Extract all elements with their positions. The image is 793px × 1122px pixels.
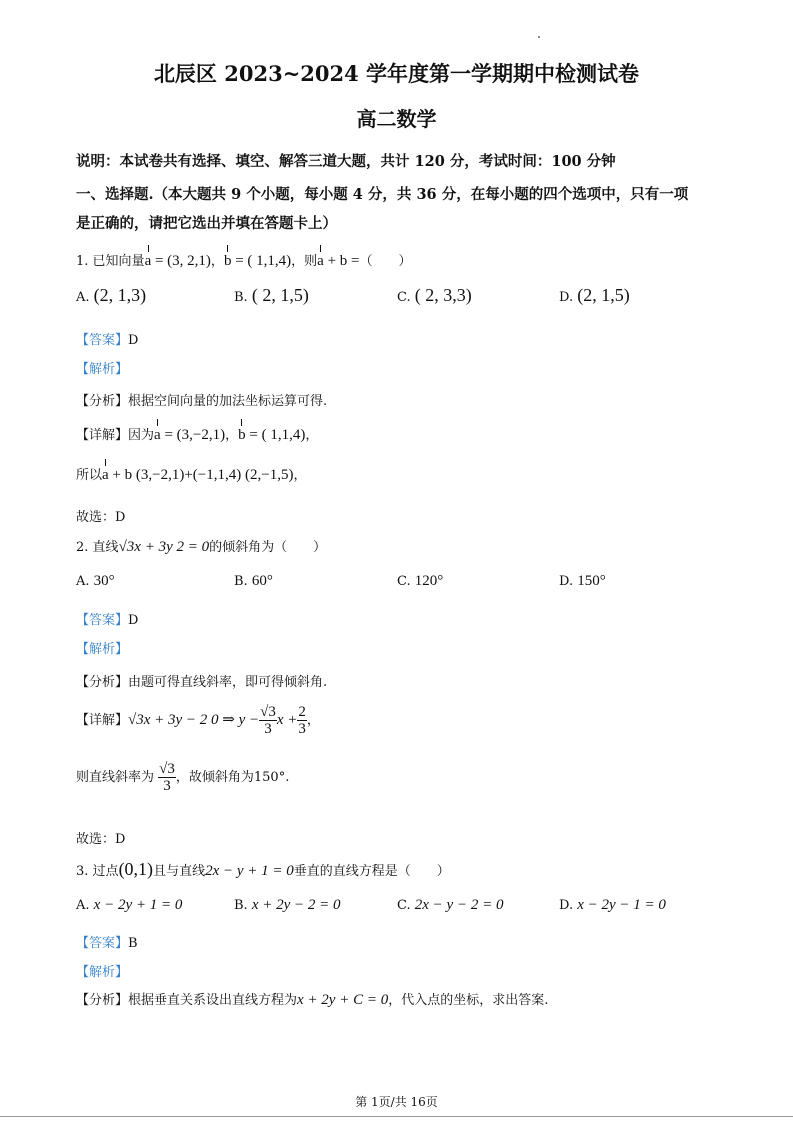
detail-mid: x + [276,712,298,728]
fenxi-text: 根据空间向量的加法坐标运算可得. [128,394,328,409]
q3-line-equation: 2x − y + 1 = 0 [205,863,294,879]
detail-expression: √3x + 3y − 2 0 ⇒ y − [128,712,260,728]
q1-analysis-label: 【解析】 [76,362,129,377]
q2-option-a [76,573,115,590]
choose-label: 故选： [76,510,116,525]
q3-option-b [234,897,341,914]
detail-vector-a: a = (3,−2,1) [154,427,226,443]
option-letter: B. [234,898,248,913]
q3-stem [76,859,450,880]
answer-label: 【答案】 [76,613,129,628]
q3-option-d [559,897,666,914]
q1-number: 1. [76,254,89,269]
option-value: 60° [251,573,273,589]
slope-suffix: ，故倾斜角为150°. [175,770,290,785]
q1-stem [76,250,412,270]
q1-vector-b: b = ( 1,1,4) [223,253,292,269]
so-expression: a + b (3,−2,1)+(−1,1,4) (2,−1,5) [102,467,294,483]
q2-analysis-label: 【解析】 [76,642,129,657]
q2-option-c [397,573,443,590]
option-value: 30° [93,573,115,589]
q1-option-d [559,285,630,306]
option-value: ( 2, 3,3) [414,285,472,305]
q1-option-c [397,285,472,306]
q3-stem-mid: 且与直线 [153,864,206,879]
option-letter: A. [76,898,90,913]
fenxi-text: 由题可得直线斜率，即可得倾斜角. [128,675,328,690]
q3-answer [76,932,138,951]
fraction-numerator: 2 [298,704,306,720]
q3-analysis-label: 【解析】 [76,965,129,980]
q1-choose [76,506,125,525]
q2-option-b [234,573,273,590]
option-letter: C. [397,290,411,305]
q3-option-c [397,897,503,914]
q2-fenxi [76,671,327,690]
option-value: 120° [414,573,444,589]
subject-title: 高二数学 [356,107,437,131]
bottom-rule [0,1116,793,1117]
fraction-denominator: 3 [163,778,171,794]
fraction-denominator: 3 [264,721,272,737]
answer-value: B [128,936,138,951]
q3-option-a [76,897,182,914]
option-value: x − 2y − 1 = 0 [577,897,666,913]
fenxi-prefix: 根据垂直关系设出直线方程为 [128,993,298,1008]
detail-tail: ， [305,428,319,443]
exam-title: 北辰区 2023~2024 学年度第一学期期中检测试卷 [153,61,640,86]
fenxi-equation: x + 2y + C = 0 [297,992,389,1008]
q1-stem-then: ，则 [291,254,318,269]
slope-fraction [158,761,176,794]
option-letter: B. [234,290,248,305]
option-value: x − 2y + 1 = 0 [93,897,183,913]
page-footer: 第 1页/共 16页 [355,1095,438,1109]
fraction-numerator: √3 [260,704,276,720]
fenxi-suffix: ，代入点的坐标，求出答案. [388,993,549,1008]
option-value: 150° [577,573,606,589]
q1-detail [76,424,318,444]
choose-label: 故选： [76,832,116,847]
section1-line1: 一、选择题.（本大题共 9 个小题，每小题 4 分，共 36 分，在每小题的四个选项中，只有一项 [76,186,689,203]
answer-label: 【答案】 [76,936,129,951]
detail-tail: ， [306,713,320,728]
q2-stem [76,536,326,556]
fenxi-label: 【分析】 [76,993,129,1008]
option-letter: A. [76,290,90,305]
speck-dot [538,36,540,38]
q2-slope [76,761,289,794]
q3-point: (0,1) [118,859,154,879]
q3-stem-prefix: 过点 [92,864,119,879]
option-value: 2x − y − 2 = 0 [414,897,504,913]
q3-stem-suffix: 垂直的直线方程是（ ） [293,864,450,879]
option-letter: C. [397,574,411,589]
q2-number: 2. [76,540,89,555]
q2-stem-suffix: 的倾斜角为（ ） [209,540,327,555]
q2-choose [76,828,125,847]
option-value: (2, 1,3) [93,285,147,305]
q1-sum: a + b = [317,253,360,269]
q3-number: 3. [76,864,89,879]
fraction-denominator: 3 [298,721,306,737]
detail-vector-b: b = ( 1,1,4) [238,427,306,443]
detail-label: 【详解】 [76,713,129,728]
so-tail: ， [293,468,307,483]
q1-option-b [234,285,309,306]
answer-value: D [128,333,139,348]
option-letter: A. [76,574,90,589]
detail-label: 【详解】 [76,428,129,443]
q1-so [76,464,306,484]
option-letter: D. [559,898,574,913]
detail-fraction-2 [297,704,307,737]
q1-option-a [76,285,146,306]
detail-comma: ， [225,428,239,443]
q1-answer [76,329,138,348]
option-letter: B. [234,574,248,589]
so-prefix: 所以 [76,468,103,483]
q1-vector-a: a = (3, 2,1) [144,253,211,269]
q1-fenxi [76,390,327,409]
q1-paren: （ ） [359,254,412,269]
option-value: ( 2, 1,5) [251,285,309,305]
q2-stem-prefix: 直线 [92,540,119,555]
fraction-numerator: √3 [159,761,175,777]
detail-prefix: 因为 [128,428,155,443]
detail-fraction-1 [259,704,277,737]
q1-stem-prefix: 已知向量 [92,254,145,269]
option-value: (2, 1,5) [577,285,630,305]
choose-value: D [115,510,126,525]
choose-value: D [115,832,126,847]
option-letter: D. [559,574,574,589]
option-value: x + 2y − 2 = 0 [251,897,341,913]
slope-prefix: 则直线斜率为 [76,770,155,785]
instructions: 说明：本试卷共有选择、填空、解答三道大题，共计 120 分，考试时间：100 分钟 [76,153,616,170]
q2-option-d [559,573,606,590]
fenxi-label: 【分析】 [76,394,129,409]
fenxi-label: 【分析】 [76,675,129,690]
q2-line-equation: √3x + 3y 2 = 0 [118,539,210,555]
option-letter: C. [397,898,411,913]
answer-value: D [128,613,139,628]
section1-line2: 是正确的，请把它选出并填在答题卡上） [76,215,337,232]
option-letter: D. [559,290,574,305]
q1-comma: ， [210,254,224,269]
q2-answer [76,609,138,628]
q2-detail [76,704,320,737]
q3-fenxi [76,989,548,1009]
answer-label: 【答案】 [76,333,129,348]
